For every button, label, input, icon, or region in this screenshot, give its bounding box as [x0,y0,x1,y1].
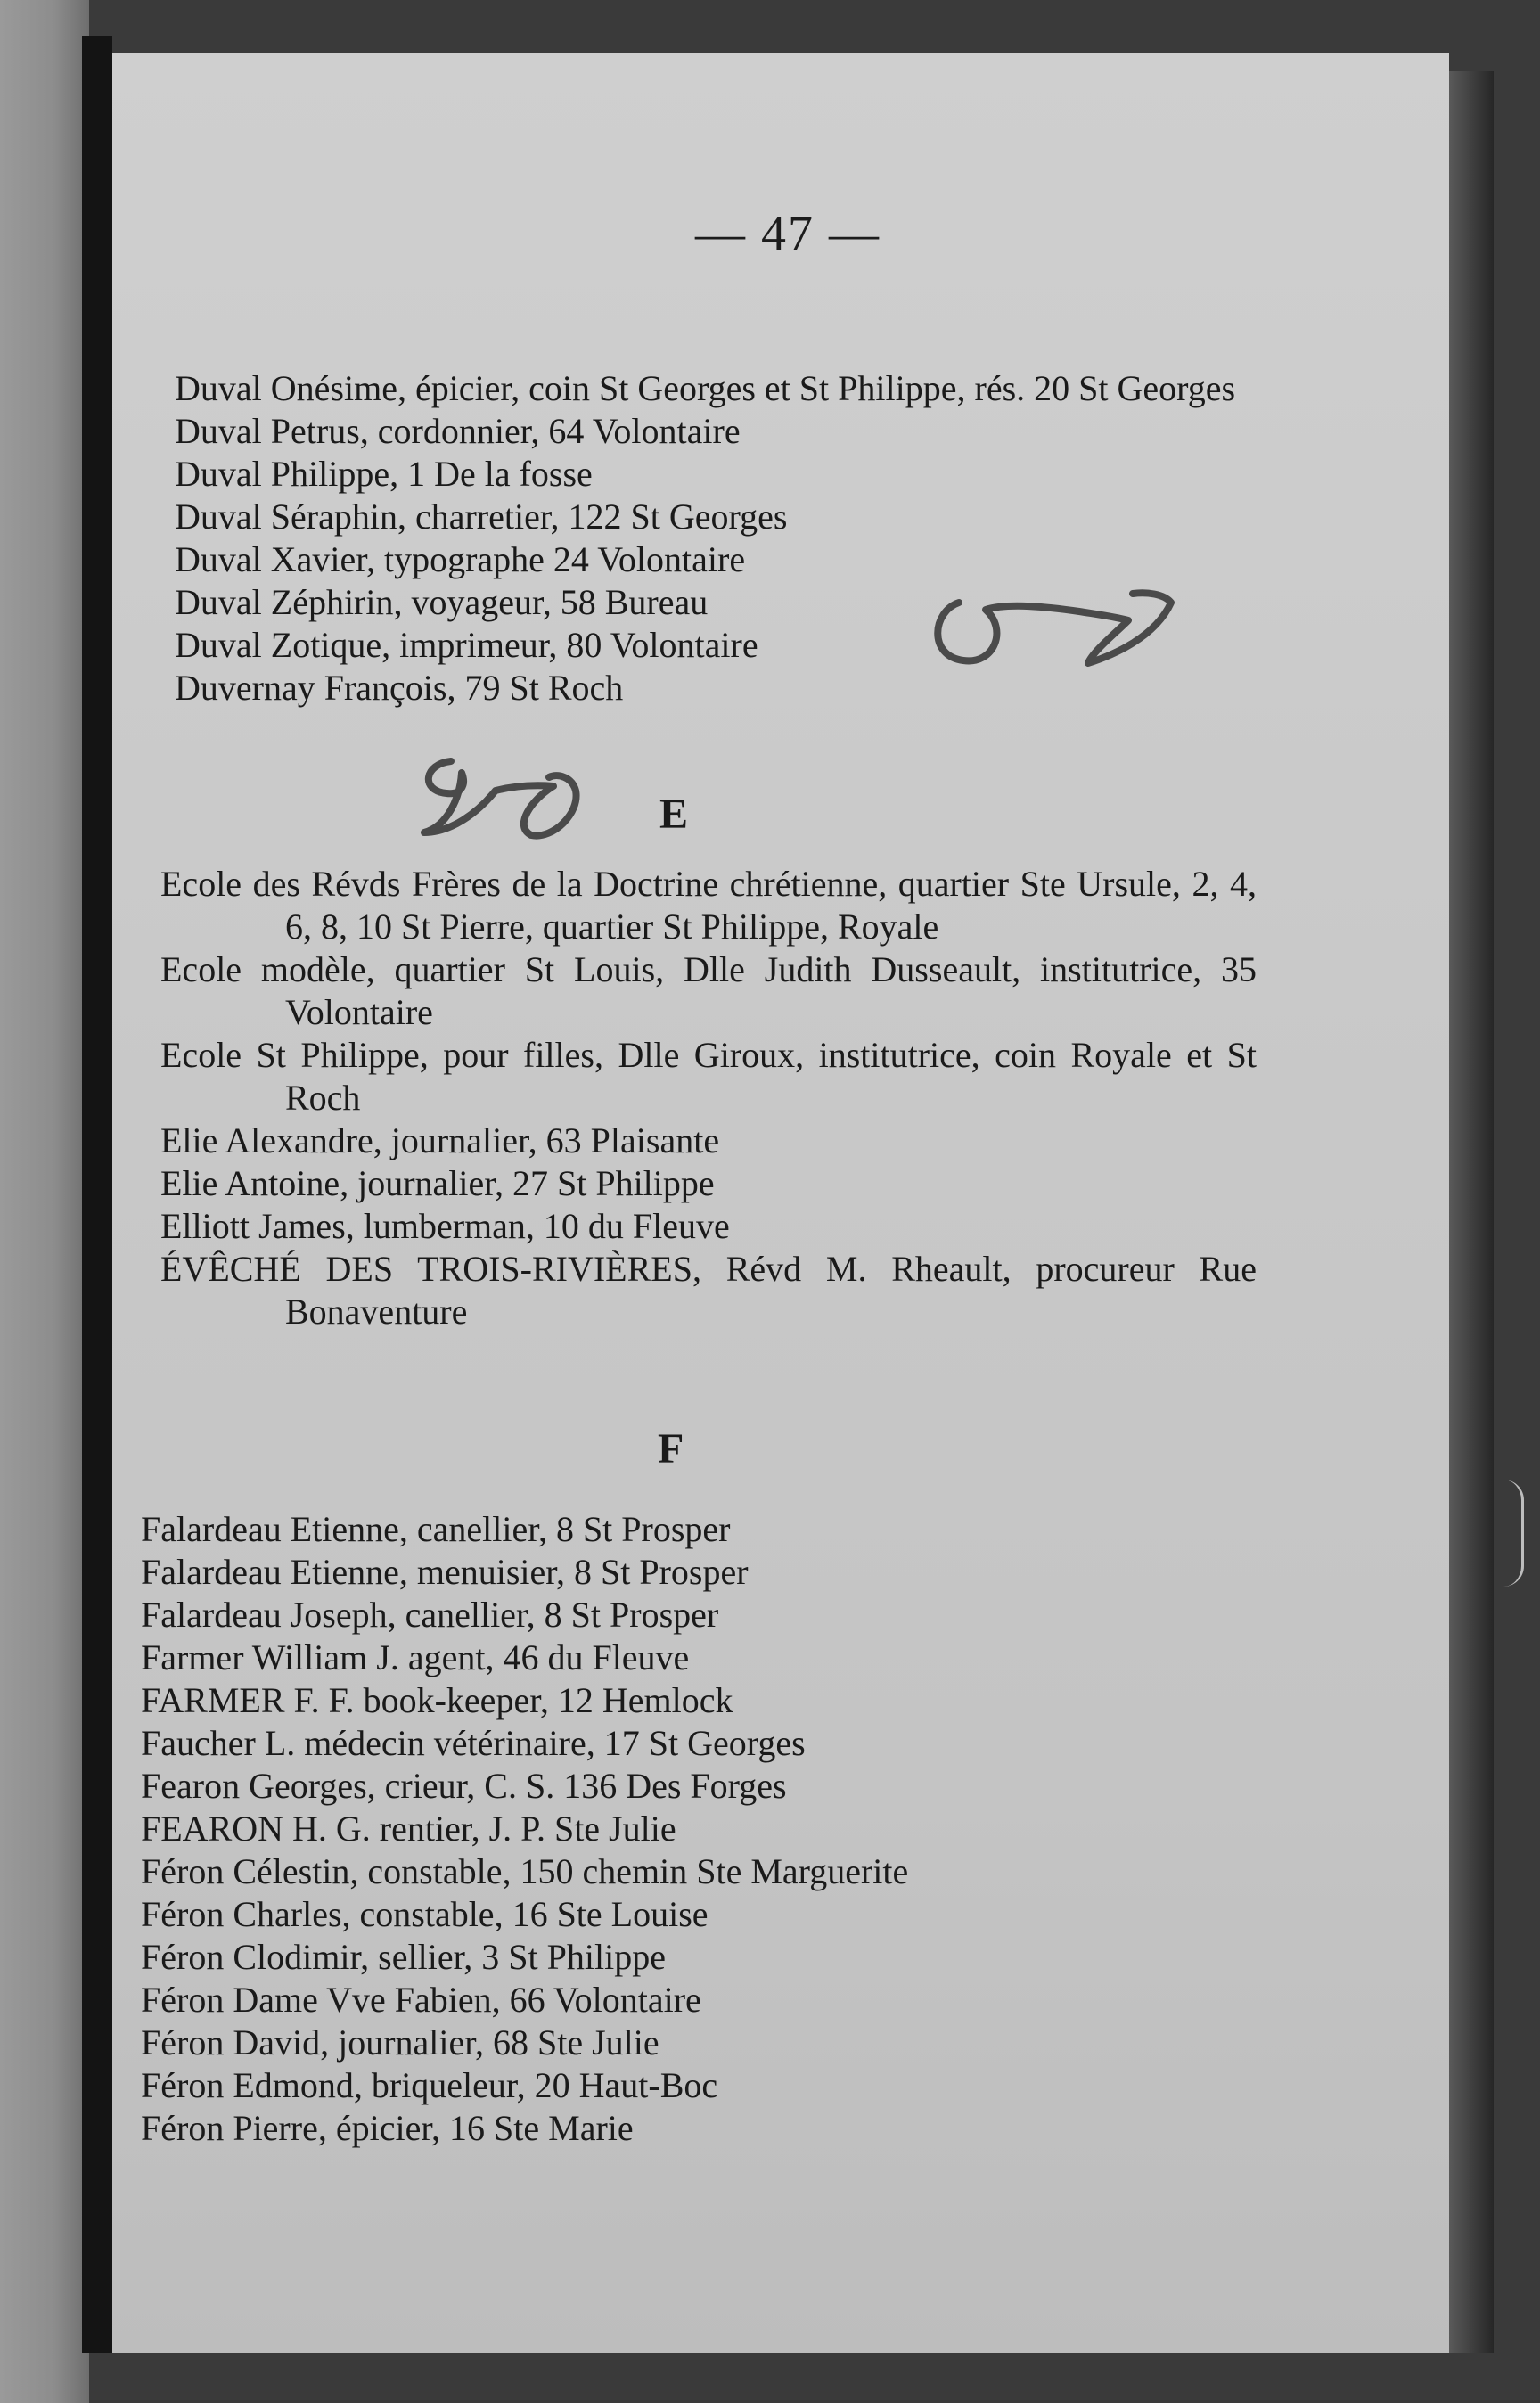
directory-entry: Duval Xavier, typographe 24 Volontaire [175,539,746,579]
directory-entry: Féron Dame Vve Fabien, 66 Volontaire [141,1980,701,2020]
directory-entry: Duval Zotique, imprimeur, 80 Volontaire [175,625,758,665]
directory-entry: FEARON H. G. rentier, J. P. Ste Julie [141,1808,676,1849]
directory-entry: FARMER F. F. book-keeper, 12 Hemlock [141,1680,733,1720]
directory-entry: Elliott James, lumberman, 10 du Fleuve [160,1206,730,1246]
page-right-edge [1449,71,1494,2353]
directory-entry: Falardeau Joseph, canellier, 8 St Prosper [141,1595,719,1635]
directory-entry: Duval Zéphirin, voyageur, 58 Bureau [175,582,709,622]
directory-entry: Féron Edmond, briqueleur, 20 Haut-Boc [141,2065,718,2105]
directory-entry: Duval Onésime, épicier, coin St Georges et St Philippe, rés. 20 St Georges [175,368,1236,408]
book-spine [82,36,112,2353]
directory-entry: Duval Séraphin, charretier, 122 St Georges [175,496,788,537]
directory-entry: Féron Clodimir, sellier, 3 St Philippe [141,1937,667,1977]
directory-entry: Elie Alexandre, journalier, 63 Plaisante [160,1120,720,1160]
previous-page-edge [0,0,89,2403]
directory-entry: ÉVÊCHÉ DES TROIS-RIVIÈRES, Révd M. Rheault, procureur Rue Bonaventure [160,1249,1257,1332]
directory-entry: Duvernay François, 79 St Roch [175,668,624,708]
pencil-annotation [397,750,611,849]
directory-entry: Ecole des Révds Frères de la Doctrine chrétienne, quartier Ste Ursule, 2, 4, 6, 8, 10 St Pierre, quartier St Philippe, Royale [160,864,1257,947]
directory-entry: Ecole St Philippe, pour filles, Dlle Giroux, institutrice, coin Royale et St Roch [160,1035,1257,1118]
section-letter-e: E [659,791,691,838]
directory-entry: Falardeau Etienne, menuisier, 8 St Prosper [141,1552,749,1592]
directory-entry: Falardeau Etienne, canellier, 8 St Prosper [141,1509,731,1549]
directory-entry: Féron Pierre, épicier, 16 Ste Marie [141,2108,634,2148]
directory-entry: Féron Célestin, constable, 150 chemin Ste Marguerite [141,1851,909,1891]
directory-entry: Ecole modèle, quartier St Louis, Dlle Judith Dusseault, institutrice, 35 Volontaire [160,949,1257,1032]
directory-entry: Faucher L. médecin vétérinaire, 17 St Georges [141,1723,806,1763]
directory-section-e [160,863,1257,1333]
section-letter-f: F [658,1425,686,1472]
directory-entry: Duval Philippe, 1 De la fosse [175,454,593,494]
directory-section-f [141,1508,1210,2150]
directory-entry: Farmer William J. agent, 46 du Fleuve [141,1637,690,1677]
directory-entry: Duval Petrus, cordonnier, 64 Volontaire [175,411,741,451]
directory-entry: Féron David, journalier, 68 Ste Julie [141,2022,659,2063]
page-number: — 47 — [695,206,881,261]
directory-entry: Féron Charles, constable, 16 Ste Louise [141,1894,709,1934]
margin-mark [1503,1480,1524,1587]
pencil-annotation [923,567,1191,674]
directory-entry: Fearon Georges, crieur, C. S. 136 Des Forges [141,1766,787,1806]
directory-entry: Elie Antoine, journalier, 27 St Philippe [160,1163,715,1203]
